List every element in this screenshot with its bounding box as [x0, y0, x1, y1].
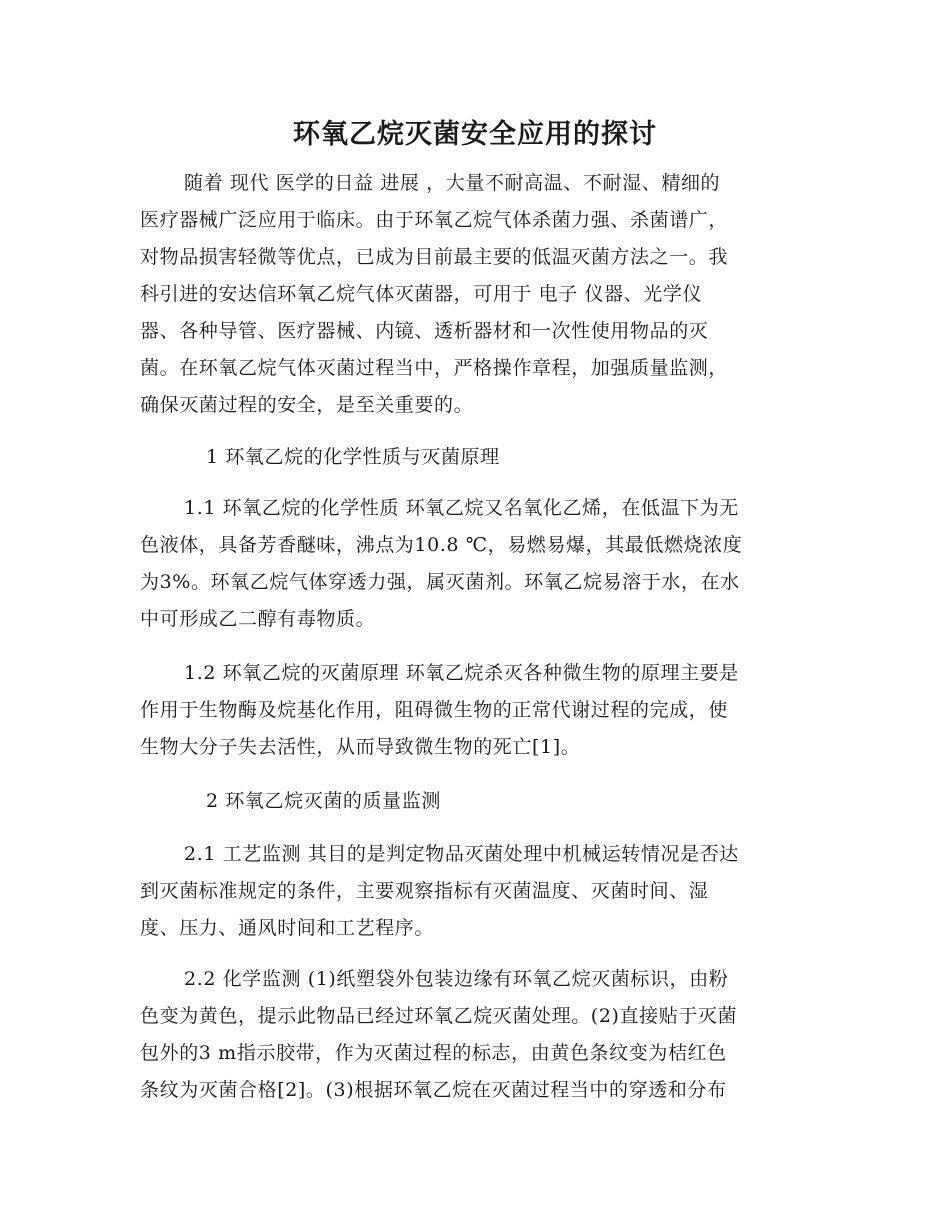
paragraph-line: 作用于生物酶及烷基化作用，阻碍微生物的正常代谢过程的完成，使 — [140, 699, 729, 721]
paragraph-line: 条纹为灭菌合格[2]。(3)根据环氧乙烷在灭菌过程当中的穿透和分布 — [140, 1079, 727, 1101]
paragraph-line: 为3%。环氧乙烷气体穿透力强，属灭菌剂。环氧乙烷易溶于水，在水 — [140, 571, 740, 593]
paragraph-line: 确保灭菌过程的安全，是至关重要的。 — [140, 394, 474, 416]
section-2-1-paragraph — [140, 836, 820, 947]
paragraph-line: 色变为黄色，提示此物品已经过环氧乙烷灭菌处理。(2)直接贴于灭菌 — [140, 1005, 738, 1027]
paragraph-line: 对物品损害轻微等优点，已成为目前最主要的低温灭菌方法之一。我 — [140, 246, 729, 268]
section-heading-2 — [140, 783, 820, 820]
paragraph-line: 到灭菌标准规定的条件，主要观察指标有灭菌温度、灭菌时间、湿 — [140, 880, 709, 902]
paragraph-line: 2.2 化学监测 (1)纸塑袋外包装边缘有环氧乙烷灭菌标识，由粉 — [184, 968, 729, 990]
document-title: 环氧乙烷灭菌安全应用的探讨 — [293, 119, 657, 150]
paragraph-line: 中可形成乙二醇有毒物质。 — [140, 608, 376, 630]
section-heading-text: 1 环氧乙烷的化学性质与灭菌原理 — [206, 446, 500, 468]
paragraph-line: 随着 现代 医学的日益 进展 ，大量不耐高温、不耐湿、精细的 — [184, 172, 721, 194]
paragraph-line: 菌。在环氧乙烷气体灭菌过程当中，严格操作章程，加强质量监测， — [140, 357, 729, 379]
section-heading-text: 2 环氧乙烷灭菌的质量监测 — [206, 790, 441, 812]
paragraph-line: 医疗器械广泛应用于临床。由于环氧乙烷气体杀菌力强、杀菌谱广， — [140, 209, 729, 231]
paragraph-line: 度、压力、通风时间和工艺程序。 — [140, 917, 435, 939]
section-heading-1 — [140, 439, 820, 476]
paragraph-line: 生物大分子失去活性，从而导致微生物的死亡[1]。 — [140, 736, 581, 758]
intro-paragraph — [140, 165, 820, 424]
paragraph-line: 器、各种导管、医疗器械、内镜、透析器材和一次性使用物品的灭 — [140, 320, 709, 342]
section-1-2-paragraph — [140, 655, 820, 766]
section-1-1-paragraph — [140, 490, 820, 638]
paragraph-line: 1.2 环氧乙烷的灭菌原理 环氧乙烷杀灭各种微生物的原理主要是 — [184, 662, 739, 684]
paragraph-line: 包外的3 m指示胶带，作为灭菌过程的标志，由黄色条纹变为桔红色 — [140, 1042, 727, 1064]
paragraph-line: 色液体，具备芳香醚味，沸点为10.8 ℃，易燃易爆，其最低燃烧浓度 — [140, 534, 743, 556]
paragraph-line: 2.1 工艺监测 其目的是判定物品灭菌处理中机械运转情况是否达 — [184, 843, 739, 865]
paragraph-line: 1.1 环氧乙烷的化学性质 环氧乙烷又名氧化乙烯，在低温下为无 — [184, 497, 739, 519]
section-2-2-paragraph — [140, 961, 820, 1109]
paragraph-line: 科引进的安达信环氧乙烷气体灭菌器，可用于 电子 仪器、光学仪 — [140, 283, 703, 305]
